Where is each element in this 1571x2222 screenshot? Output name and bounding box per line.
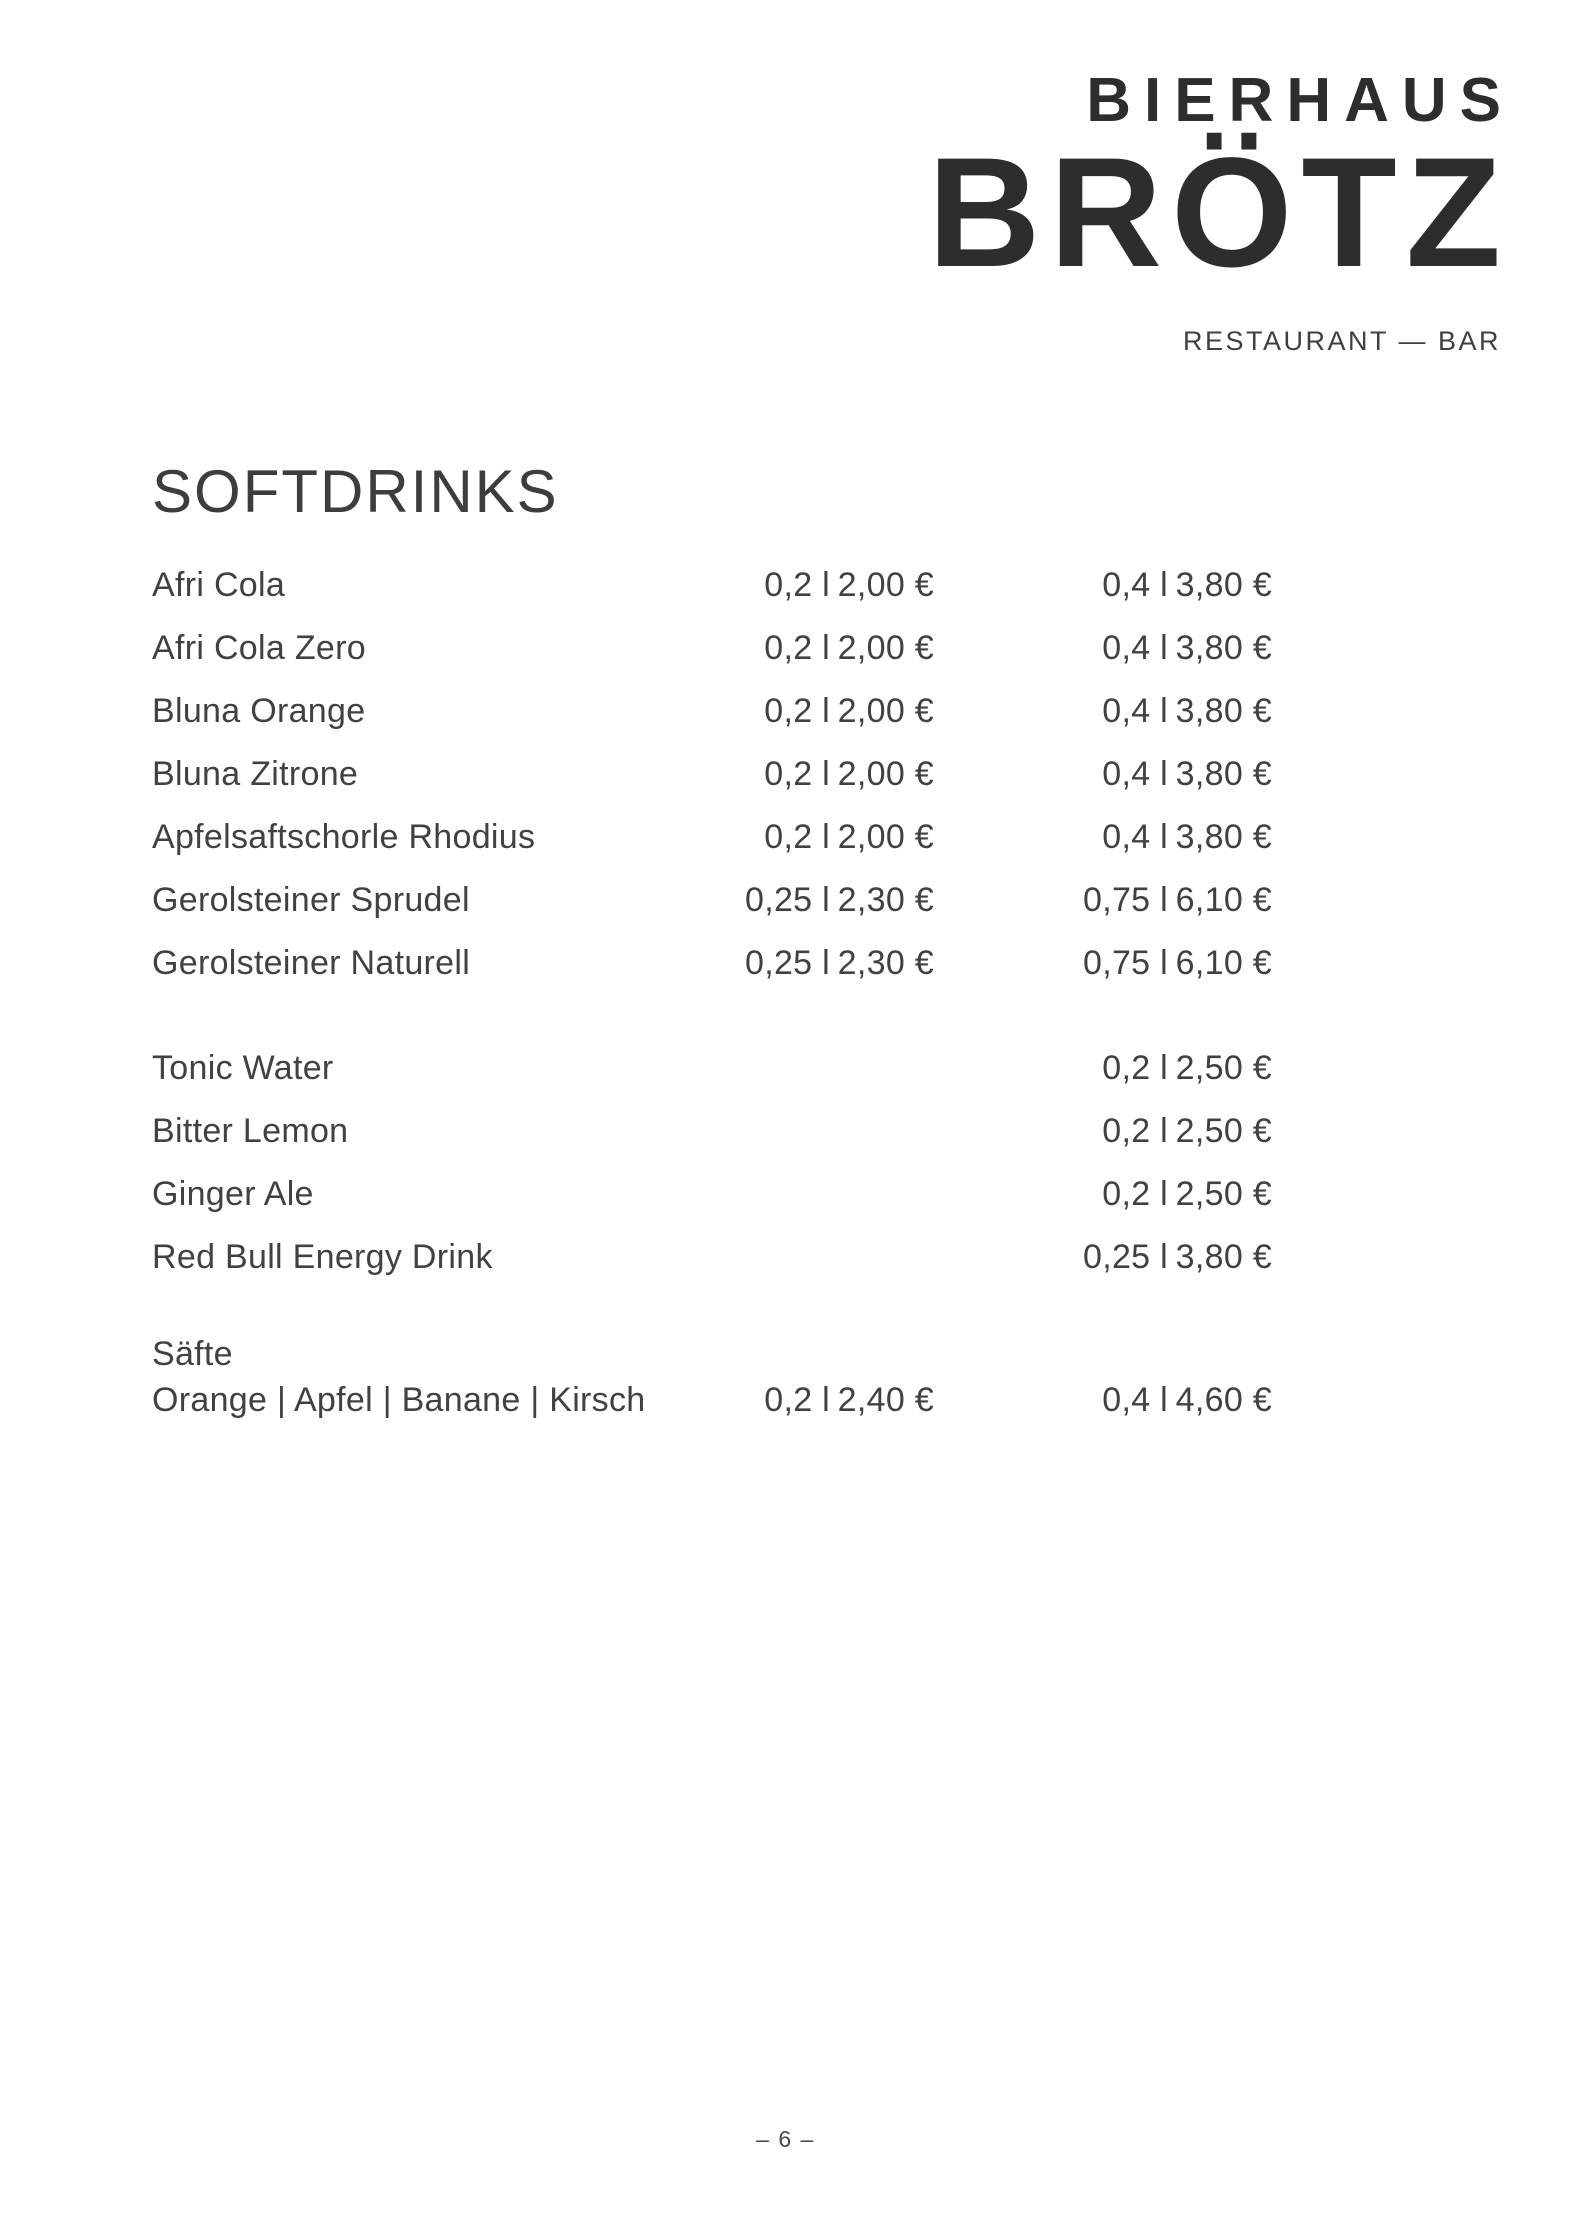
price-large: 3,80 € — [1175, 755, 1272, 793]
volume-large: 0,4 l — [1102, 755, 1168, 793]
volume-small: 0,25 l — [745, 881, 830, 919]
price-cell-large — [1052, 1037, 1272, 1100]
price-cell-small — [714, 743, 934, 806]
menu-row — [152, 680, 1272, 743]
price-cell-small — [714, 806, 934, 869]
menu-row — [152, 1037, 1272, 1100]
volume-small: 0,25 l — [745, 944, 830, 982]
menu-row — [152, 1100, 1272, 1163]
volume-small: 0,2 l — [764, 566, 830, 604]
item-name: Ginger Ale — [152, 1175, 314, 1213]
price-cell-large — [1052, 1377, 1272, 1423]
price-small: 2,30 € — [837, 944, 934, 982]
volume-large: 0,25 l — [1083, 1238, 1168, 1276]
menu-row — [152, 806, 1272, 869]
item-name: Bluna Orange — [152, 692, 366, 730]
item-name: Bluna Zitrone — [152, 755, 359, 793]
menu-row — [152, 1226, 1272, 1289]
volume-large: 0,75 l — [1083, 881, 1168, 919]
price-small: 2,00 € — [837, 818, 934, 856]
item-name: Red Bull Energy Drink — [152, 1238, 493, 1276]
price-large: 3,80 € — [1175, 692, 1272, 730]
price-small: 2,00 € — [837, 629, 934, 667]
price-cell-small — [714, 680, 934, 743]
item-name: Bitter Lemon — [152, 1112, 349, 1150]
item-name: Orange | Apfel | Banane | Kirsch — [152, 1381, 646, 1419]
menu-content — [152, 458, 1272, 1423]
item-name: Afri Cola — [152, 566, 286, 604]
price-small: 2,00 € — [837, 755, 934, 793]
price-small: 2,40 € — [837, 1381, 934, 1419]
price-large: 6,10 € — [1175, 944, 1272, 982]
item-name: Apfelsaftschorle Rhodius — [152, 818, 536, 856]
price-large: 6,10 € — [1175, 881, 1272, 919]
price-cell-small — [714, 554, 934, 617]
price-cell-large — [1052, 806, 1272, 869]
page-number: – 6 – — [756, 2126, 815, 2152]
price-large: 2,50 € — [1175, 1049, 1272, 1087]
item-name: Säfte — [152, 1335, 233, 1373]
menu-row — [152, 1377, 1272, 1423]
logo-broetz-text: BRÖTZ — [927, 126, 1510, 300]
price-cell-large — [1052, 617, 1272, 680]
price-large: 2,50 € — [1175, 1175, 1272, 1213]
price-large: 3,80 € — [1175, 629, 1272, 667]
volume-small: 0,2 l — [764, 629, 830, 667]
price-cell-large — [1052, 869, 1272, 932]
price-cell-small — [714, 617, 934, 680]
price-cell-large — [1052, 1100, 1272, 1163]
menu-group — [152, 1331, 1272, 1423]
price-cell-small — [714, 932, 934, 995]
price-large: 3,80 € — [1175, 1238, 1272, 1276]
volume-large: 0,4 l — [1102, 566, 1168, 604]
price-cell-large — [1052, 1226, 1272, 1289]
volume-large: 0,2 l — [1102, 1112, 1168, 1150]
item-name: Afri Cola Zero — [152, 629, 366, 667]
price-small: 2,00 € — [837, 692, 934, 730]
menu-groups — [152, 554, 1272, 1423]
volume-small: 0,2 l — [764, 755, 830, 793]
price-small: 2,00 € — [837, 566, 934, 604]
menu-row — [152, 554, 1272, 617]
price-cell-large — [1052, 1163, 1272, 1226]
price-cell-large — [1052, 680, 1272, 743]
price-cell-large — [1052, 554, 1272, 617]
price-large: 3,80 € — [1175, 566, 1272, 604]
logo-tagline: RESTAURANT — BAR — [1182, 325, 1501, 356]
volume-small: 0,2 l — [764, 692, 830, 730]
menu-group — [152, 1037, 1272, 1289]
volume-large: 0,4 l — [1102, 1381, 1168, 1419]
menu-row — [152, 1331, 1272, 1377]
menu-row — [152, 1163, 1272, 1226]
volume-large: 0,4 l — [1102, 818, 1168, 856]
price-cell-large — [1052, 932, 1272, 995]
price-cell-small — [714, 1377, 934, 1423]
menu-group — [152, 554, 1272, 995]
volume-small: 0,2 l — [764, 1381, 830, 1419]
volume-large: 0,75 l — [1083, 944, 1168, 982]
price-small: 2,30 € — [837, 881, 934, 919]
restaurant-logo — [927, 66, 1514, 357]
volume-large: 0,4 l — [1102, 692, 1168, 730]
menu-row — [152, 932, 1272, 995]
volume-large: 0,2 l — [1102, 1175, 1168, 1213]
menu-row — [152, 617, 1272, 680]
logo-bierhaus-text: BIERHAUS — [1086, 66, 1514, 135]
menu-row — [152, 743, 1272, 806]
item-name: Gerolsteiner Sprudel — [152, 881, 470, 919]
price-large: 2,50 € — [1175, 1112, 1272, 1150]
item-name: Gerolsteiner Naturell — [152, 944, 471, 982]
item-name: Tonic Water — [152, 1049, 334, 1087]
price-cell-small — [714, 869, 934, 932]
volume-small: 0,2 l — [764, 818, 830, 856]
volume-large: 0,4 l — [1102, 629, 1168, 667]
section-title: SOFTDRINKS — [152, 458, 559, 525]
volume-large: 0,2 l — [1102, 1049, 1168, 1087]
price-cell-large — [1052, 743, 1272, 806]
menu-row — [152, 869, 1272, 932]
price-large: 3,80 € — [1175, 818, 1272, 856]
price-large: 4,60 € — [1175, 1381, 1272, 1419]
